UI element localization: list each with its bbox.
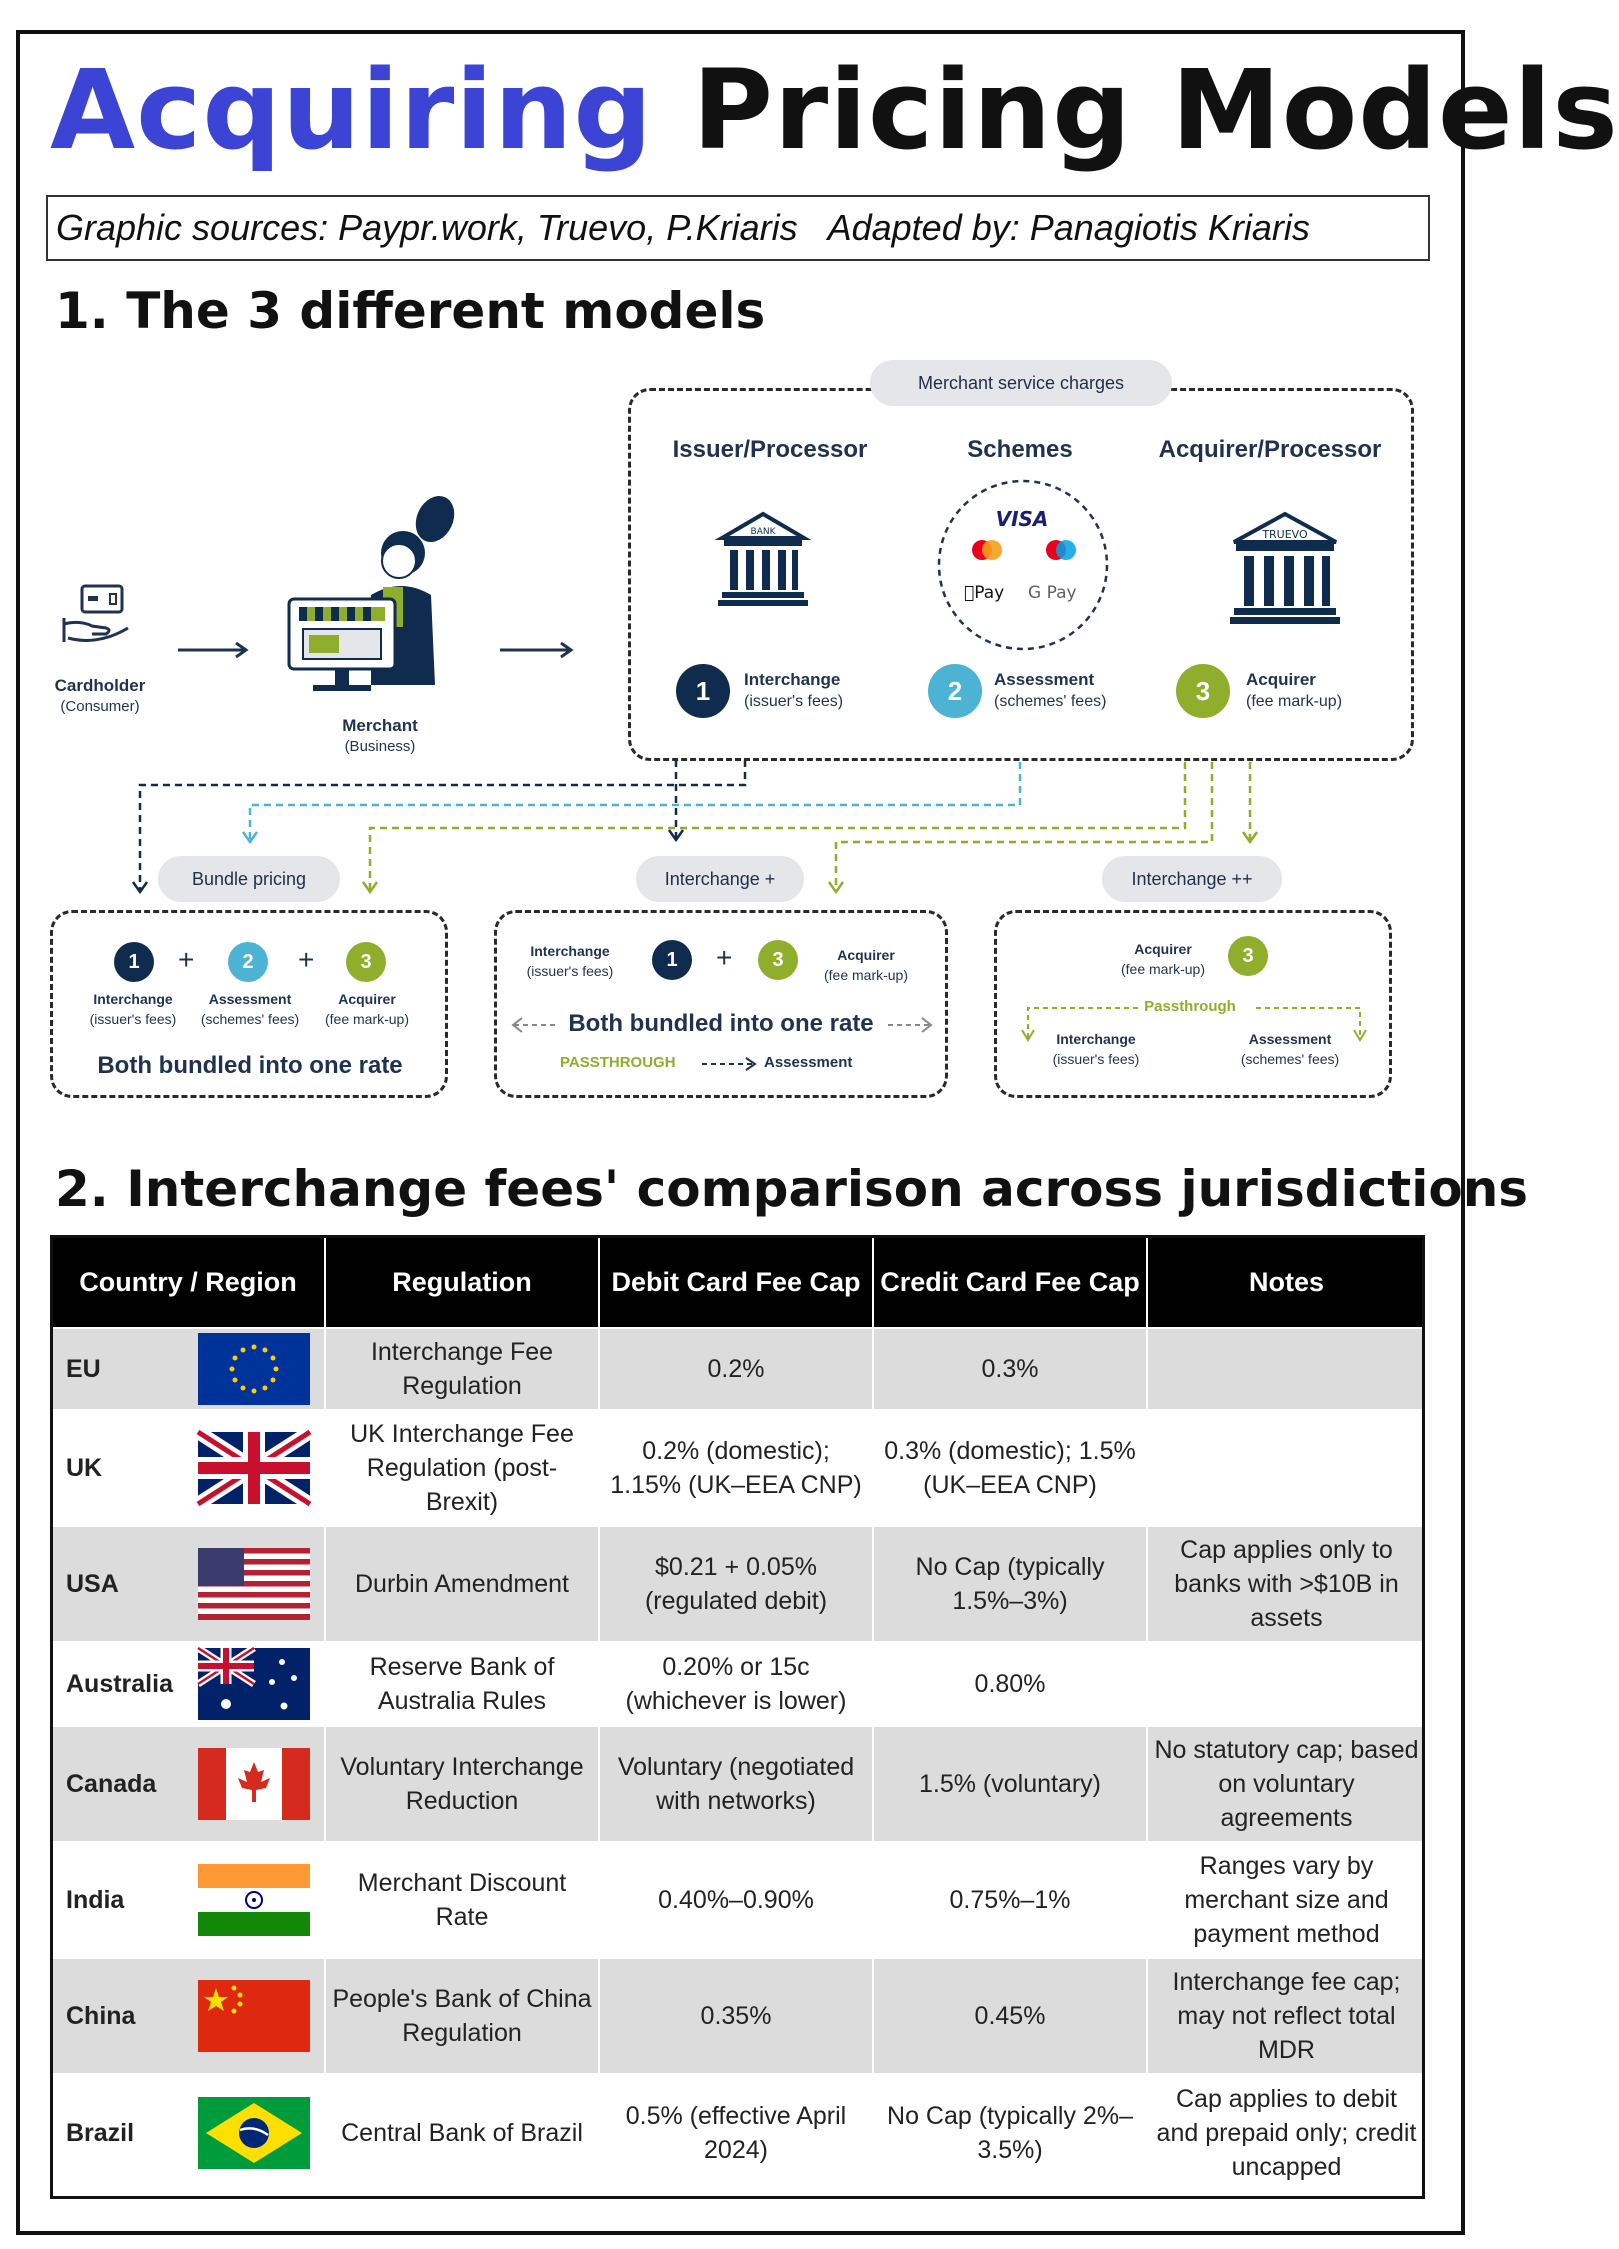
bundle-item-3-sub: (fee mark-up) [324,1011,410,1027]
country-cell [51,1958,325,2074]
table-row [51,1642,1426,1726]
badge-1: 1 [676,664,730,718]
column-header-acquirer: Acquirer/Processor [1158,436,1382,463]
regulation-cell: UK Interchange Fee Regulation (post-Brexit) [325,1410,599,1526]
bundle-plus-2: + [298,944,315,975]
notes-cell [1147,1410,1426,1526]
table-row [51,2074,1426,2192]
usa-flag-icon [198,1548,310,1620]
bundle-item-2-label: Assessment [208,991,292,1007]
icplus-right-label: Acquirer [837,947,895,963]
country-name: USA [66,1570,119,1598]
notes-cell [1147,1328,1426,1410]
cardholder-label: Cardholder [54,676,146,695]
section1-heading: 1. The 3 different models [55,282,766,340]
india-flag-icon [198,1864,310,1936]
bundle-plus-1: + [178,944,195,975]
notes-cell: Interchange fee cap; may not reflect total MDR [1147,1958,1426,2074]
header-credit: Credit Card Fee Cap [873,1236,1147,1328]
table-row [51,1958,1426,2074]
title-accent: Acquiring [50,46,654,174]
header-debit: Debit Card Fee Cap [599,1236,873,1328]
icpp-right-label: Assessment [1248,1031,1332,1047]
icplus-left-label: Interchange [530,943,610,959]
visa-logo-text: VISA [995,507,1049,531]
icplus-bundled-text: Both bundled into one rate [568,1010,874,1037]
country-name: Canada [66,1770,157,1798]
credit-cell: 1.5% (voluntary) [873,1726,1147,1842]
debit-cell: Voluntary (negotiated with networks) [599,1726,873,1842]
acquirer-sub: (fee mark-up) [1246,693,1343,710]
credit-cell: No Cap (typically 2%–3.5%) [873,2074,1147,2192]
notes-cell: Ranges vary by merchant size and payment method [1147,1842,1426,1958]
icplus-pass-arrow [700,1054,760,1074]
icplus-right-sub: (fee mark-up) [823,967,909,983]
debit-cell: 0.2% [599,1328,873,1410]
debit-cell: 0.2% (domestic); 1.15% (UK–EEA CNP) [599,1410,873,1526]
cardholder-icon [58,580,138,650]
google-pay-logo-text: G Pay [1028,583,1077,603]
header-notes: Notes [1147,1236,1426,1328]
bundle-item-1-label: Interchange [93,991,173,1007]
regulation-cell: People's Bank of China Regulation [325,1958,599,2074]
table-header-row [51,1236,1426,1328]
bundle-footer: Both bundled into one rate [97,1052,403,1079]
icplus-left-sub: (issuer's fees) [526,963,614,979]
credit-cell: 0.80% [873,1642,1147,1726]
debit-cell: 0.35% [599,1958,873,2074]
interchange-plus-plus-pill: Interchange ++ [1102,856,1282,902]
acquirer-building-text: TRUEVO [1262,528,1308,541]
regulation-cell: Central Bank of Brazil [325,2074,599,2192]
assessment-sub: (schemes' fees) [994,693,1107,710]
icplus-passthrough: PASSTHROUGH [560,1054,676,1071]
notes-cell: Cap applies to debit and prepaid only; credit uncapped [1147,2074,1426,2192]
merchant-label: Merchant [342,716,418,735]
bundle-item-3-label: Acquirer [338,991,396,1007]
bundle-item-1-sub: (issuer's fees) [89,1011,177,1027]
brazil-flag-icon [198,2097,310,2169]
country-name: India [66,1886,125,1914]
icplus-badge-1: 1 [652,940,692,980]
canada-flag-icon [198,1748,310,1820]
country-cell [51,1526,325,1642]
notes-cell: No statutory cap; based on voluntary agreements [1147,1726,1426,1842]
title-main: Pricing Models [692,46,1619,174]
notes-cell: Cap applies only to banks with >$10B in assets [1147,1526,1426,1642]
icpp-left-label: Interchange [1056,1031,1136,1047]
credit-cell: 0.3% (domestic); 1.5% (UK–EEA CNP) [873,1410,1147,1526]
country-name: Brazil [66,2119,135,2147]
acquirer-label: Acquirer [1246,670,1316,689]
schemes-logo-circle [936,478,1110,652]
country-name: EU [66,1355,101,1383]
china-flag-icon [198,1980,310,2052]
badge-2: 2 [928,664,982,718]
icpp-right-sub: (schemes' fees) [1240,1051,1340,1067]
acquirer-building-icon [1230,510,1340,630]
header-regulation: Regulation [325,1236,599,1328]
table-row [51,1328,1426,1410]
cardholder-sub: (Consumer) [60,698,140,715]
interchange-fees-table [50,1235,1427,2193]
credit-cell: No Cap (typically 1.5%–3%) [873,1526,1147,1642]
assessment-label: Assessment [994,670,1095,689]
notes-cell [1147,1642,1426,1726]
eu-flag-icon [198,1333,310,1405]
icplus-plus: + [716,942,733,973]
bank-building-text: BANK [750,527,776,537]
credit-cell: 0.3% [873,1328,1147,1410]
icpp-left-sub: (issuer's fees) [1052,1051,1140,1067]
australia-flag-icon [198,1648,310,1720]
bank-building-icon [718,510,808,610]
icplus-badge-3: 3 [758,940,798,980]
regulation-cell: Voluntary Interchange Reduction [325,1726,599,1842]
table-row [51,1842,1426,1958]
country-name: Australia [66,1670,173,1698]
icpp-top-sub: (fee mark-up) [1120,961,1206,977]
country-name: UK [66,1454,103,1482]
icpp-passthrough: Passthrough [1144,998,1236,1015]
bundle-badge-1: 1 [114,942,154,982]
bundle-badge-2: 2 [228,942,268,982]
country-cell [51,1410,325,1526]
apple-pay-logo-text: Pay [964,583,994,603]
interchange-sub: (issuer's fees) [744,693,844,710]
service-charges-pill: Merchant service charges [870,360,1172,406]
debit-cell: 0.20% or 15c (whichever is lower) [599,1642,873,1726]
column-header-schemes: Schemes [967,436,1073,463]
country-cell [51,1328,325,1410]
graphic-sources: Graphic sources: Paypr.work, Truevo, P.Kriaris [56,207,798,248]
debit-cell: 0.40%–0.90% [599,1842,873,1958]
country-cell [51,1842,325,1958]
header-country: Country / Region [51,1236,325,1328]
interchange-plus-pill: Interchange + [636,856,804,902]
table-row [51,1526,1426,1642]
country-cell [51,1642,325,1726]
country-name: China [66,2002,136,2030]
interchange-label: Interchange [744,670,841,689]
badge-3: 3 [1176,664,1230,718]
debit-cell: $0.21 + 0.05% (regulated debit) [599,1526,873,1642]
section2-heading: 2. Interchange fees' comparison across jurisdictions [55,1160,1529,1218]
table-row [51,1726,1426,1842]
bundle-pricing-pill: Bundle pricing [158,856,340,902]
merchant-illustration [285,495,455,710]
table-row [51,1410,1426,1526]
regulation-cell: Merchant Discount Rate [325,1842,599,1958]
bundle-badge-3: 3 [346,942,386,982]
icpp-badge-3: 3 [1228,936,1268,976]
regulation-cell: Durbin Amendment [325,1526,599,1642]
regulation-cell: Reserve Bank of Australia Rules [325,1642,599,1726]
country-cell [51,2074,325,2192]
icpp-top-label: Acquirer [1134,941,1192,957]
uk-flag-icon [198,1432,310,1504]
merchant-sub: (Business) [344,738,416,755]
adapted-by: Adapted by: Panagiotis Kriaris [827,207,1310,248]
country-cell [51,1726,325,1842]
column-header-issuer: Issuer/Processor [672,436,868,463]
debit-cell: 0.5% (effective April 2024) [599,2074,873,2192]
bundle-item-2-sub: (schemes' fees) [200,1011,300,1027]
credit-cell: 0.45% [873,1958,1147,2074]
credit-cell: 0.75%–1% [873,1842,1147,1958]
regulation-cell: Interchange Fee Regulation [325,1328,599,1410]
icplus-assessment: Assessment [764,1054,853,1071]
